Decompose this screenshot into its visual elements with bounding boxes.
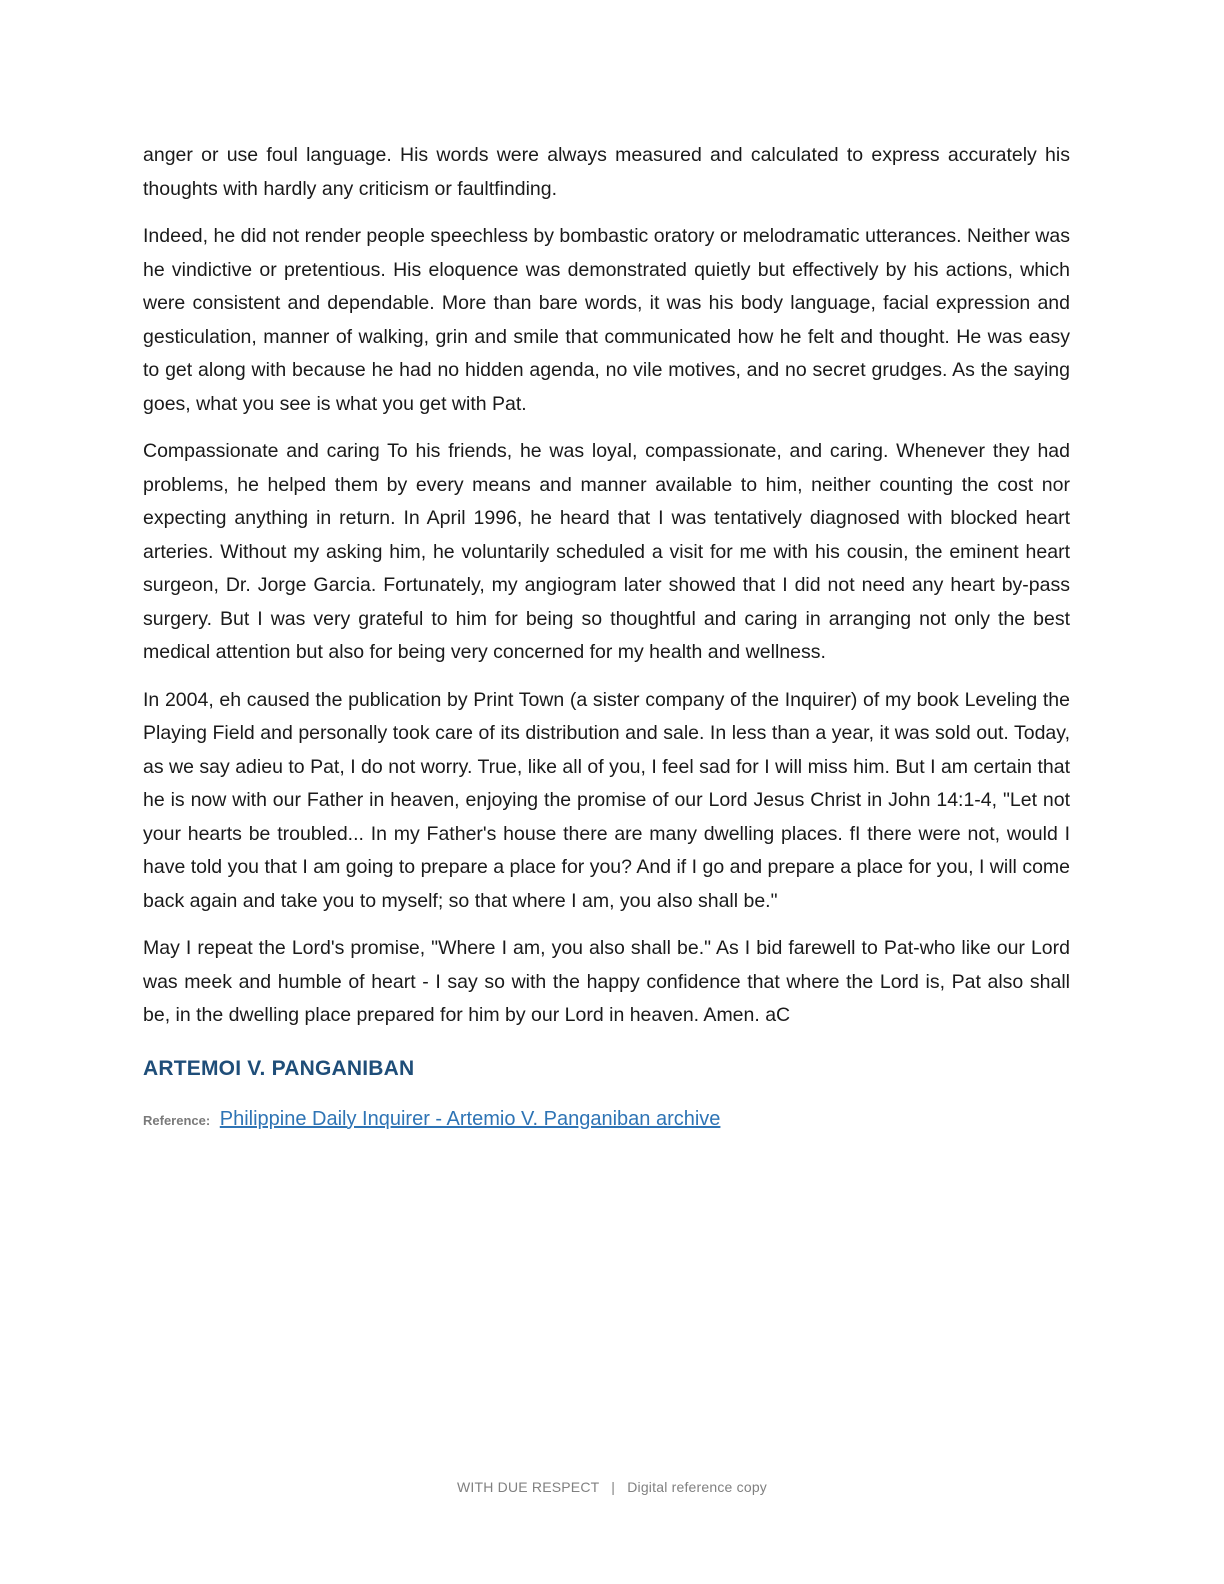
footer-separator: |: [611, 1479, 616, 1495]
footer-title: WITH DUE RESPECT: [456, 1479, 600, 1495]
paragraph-5: May I repeat the Lord's promise, "Where I am, you also shall be." As I bid farewell to Pat-who like our Lord was meek and humble of heart - I say so with the happy confidence that where the Lord is, Pat also shall be, in the dwelling place prepared for him by our Lord in heaven. Amen. aC: [143, 937, 1070, 1026]
footer-note: Digital reference copy: [627, 1479, 768, 1495]
document-body: [143, 139, 1070, 1135]
reference-line: [143, 1105, 1070, 1135]
author-name: ARTEMOI V. PANGANIBAN: [143, 1056, 415, 1080]
reference-link[interactable]: Philippine Daily Inquirer - Artemio V. Panganiban archive: [219, 1107, 721, 1130]
paragraph-1: anger or use foul language. His words were always measured and calculated to express accurately his thoughts with hardly any criticism or faultfinding.: [143, 144, 1070, 200]
paragraph-4: In 2004, eh caused the publication by Print Town (a sister company of the Inquirer) of my book Leveling the Playing Field and personally took care of its distribution and sale. In less than a year, it was sold out. Today, as we say adieu to Pat, I do not worry. True, like all of you, I feel sad for I will miss him. But I am certain that he is now with our Father in heaven, enjoying the promise of our Lord Jesus Christ in John 14:1-4, "Let not your hearts be troubled... In my Father's house there are many dwelling places. fI there were not, would I have told you that I am going to prepare a place for you? And if I go and prepare a place for you, I will come back again and take you to myself; so that where I am, you also shall be.": [143, 688, 1070, 912]
reference-label: Reference:: [143, 1112, 211, 1128]
paragraph-3: Compassionate and caring To his friends, he was loyal, compassionate, and caring. Whenever they had problems, he helped them by every means and manner available to him, neither counting the cost nor expecting anything in return. In April 1996, he heard that I was tentatively diagnosed with blocked heart arteries. Without my asking him, he voluntarily scheduled a visit for me with his cousin, the eminent heart surgeon, Dr. Jorge Garcia. Fortunately, my angiogram later showed that I did not need any heart by-pass surgery. But I was very grateful to him for being so thoughtful and caring in arranging not only the best medical attention but also for being very concerned for my health and wellness.: [143, 440, 1070, 663]
paragraph-2: Indeed, he did not render people speechless by bombastic oratory or melodramatic utterances. Neither was he vindictive or pretentious. His eloquence was demonstrated quietly but effectively by his actions, which were consistent and dependable. More than bare words, it was his body language, facial expression and gesticulation, manner of walking, grin and smile that communicated how he felt and thought. He was easy to get along with because he had no hidden agenda, no vile motives, and no secret grudges. As the saying goes, what you see is what you get with Pat.: [143, 225, 1070, 415]
page-footer: [0, 1479, 1224, 1495]
